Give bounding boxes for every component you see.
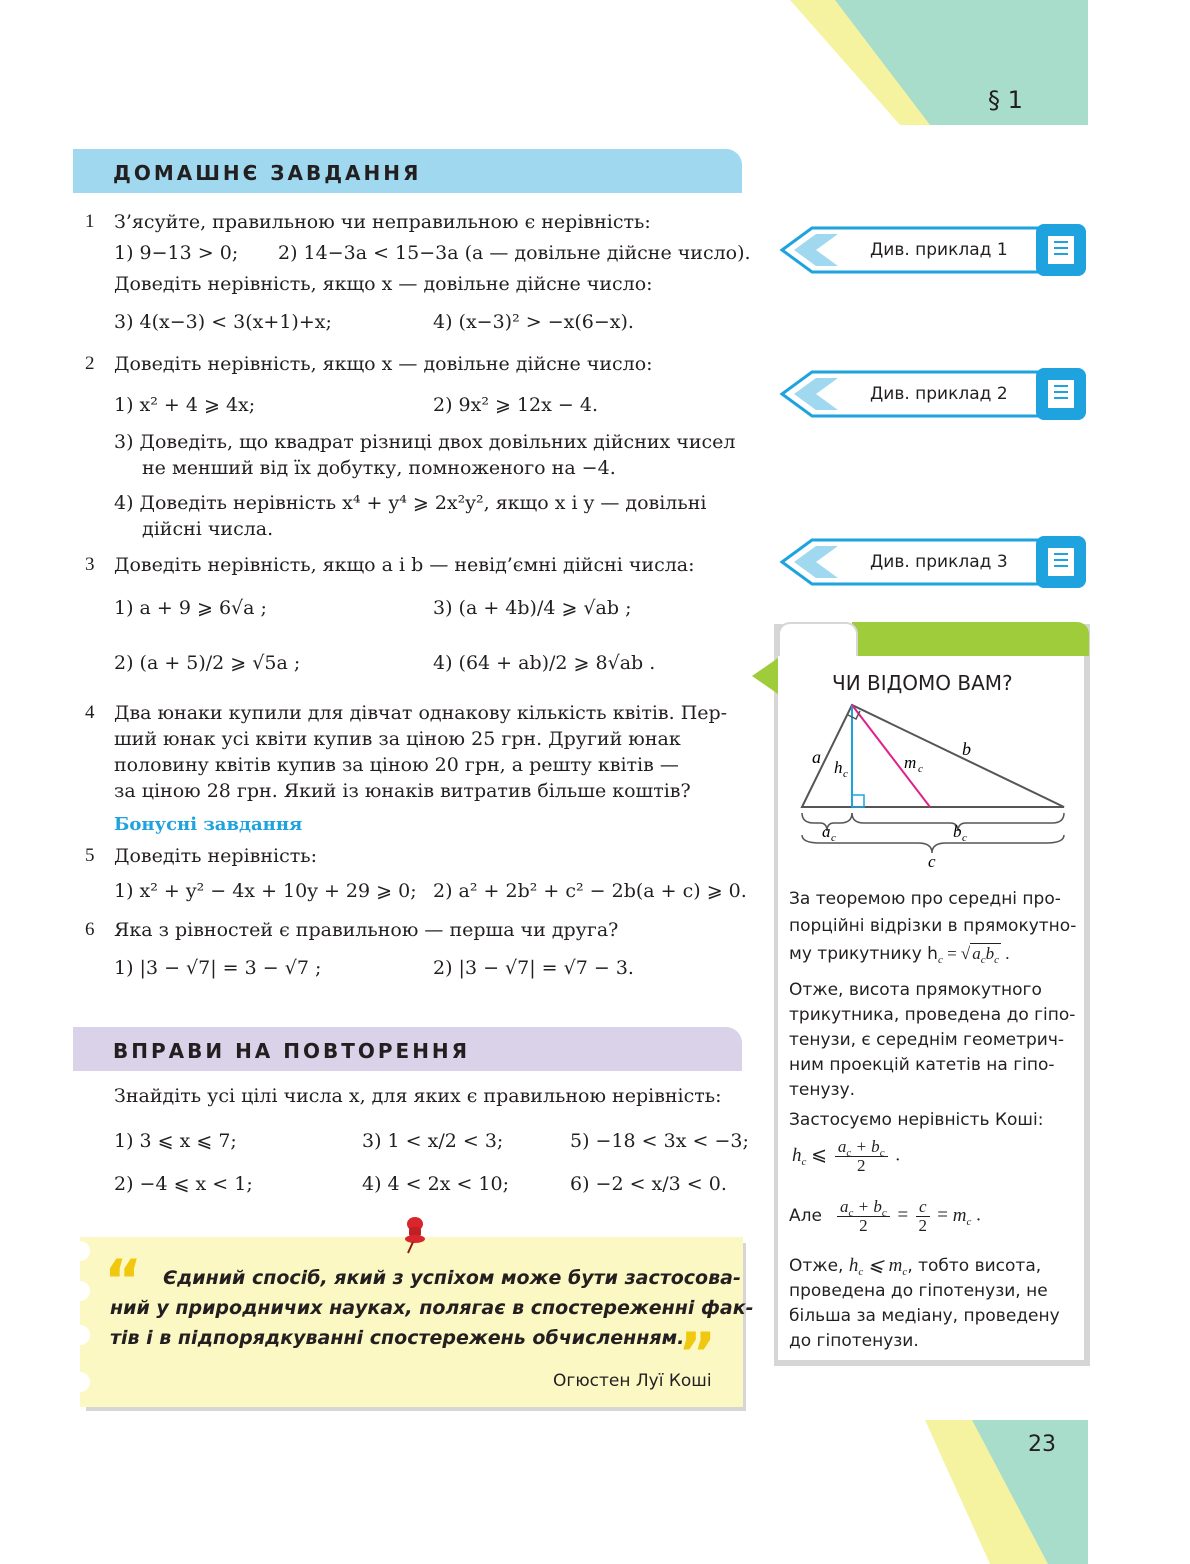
task-1-text-2: Доведіть нерівність, якщо x — довільне дійсне число: [114, 273, 653, 295]
task-6-text: Яка з рівностей є правильною — перша чи друга? [114, 919, 619, 941]
review-title: ВПРАВИ НА ПОВТОРЕННЯ [113, 1039, 471, 1063]
task-3-item-1: 1) a + 9 ⩾ 6√a ; [114, 597, 267, 619]
label-h-sub: c [843, 768, 848, 780]
task-3-text: Доведіть нерівність, якщо a і b — невід’ємні дійсні числа: [114, 554, 695, 576]
label-b: b [962, 739, 971, 759]
task-1-item-4: 4) (x−3)² > −x(6−x). [433, 311, 634, 333]
sidebar-line: Отже, висота прямокутного [789, 980, 1042, 1000]
page-number: 23 [1028, 1432, 1056, 1457]
sidebar-line: тенузу. [789, 1080, 856, 1100]
task-number: 5 [85, 845, 95, 866]
task-1-item-3: 3) 4(x−3) < 3(x+1)+x; [114, 311, 332, 333]
label-a: a [812, 747, 821, 767]
task-2-item-4b: дійсні числа. [142, 518, 274, 540]
example-1-link[interactable] [778, 224, 1088, 276]
label-ac: a [822, 822, 831, 841]
task-3-item-2: 2) (a + 5)/2 ⩾ √5a ; [114, 652, 301, 674]
task-2-item-3b: не менший від їх добутку, помноженого на −4. [142, 457, 616, 479]
pin-icon [398, 1215, 430, 1255]
label-m: m [904, 753, 917, 772]
review-item-6: 6) −2 < x/3 < 0. [570, 1173, 727, 1195]
task-number: 6 [85, 919, 95, 940]
sidebar-but: Але [789, 1206, 822, 1226]
task-2-item-1: 1) x² + 4 ⩾ 4x; [114, 394, 256, 416]
task-5-text: Доведіть нерівність: [114, 845, 317, 867]
quote-holes [64, 1237, 104, 1407]
formula: = √ $a_cb_c$ . [942, 944, 1010, 966]
task-6-item-1: 1) |3 − √7| = 3 − √7 ; [114, 957, 322, 979]
open-quote-icon: “ [104, 1247, 143, 1315]
sidebar-line: до гіпотенузи. [789, 1331, 919, 1351]
sidebar-line: Отже, [789, 1256, 844, 1276]
triangle-diagram [790, 695, 1080, 875]
sidebar-line: тенузи, є середнім геометрич- [789, 1030, 1065, 1050]
task-6-item-2: 2) |3 − √7| = √7 − 3. [433, 957, 634, 979]
sidebar-line: порційні відрізки в прямокутно- [789, 916, 1077, 936]
quote-line-3: тів і в підпорядкуванні спостережень обчисленням. [110, 1327, 685, 1349]
review-item-4: 4) 4 < 2x < 10; [362, 1173, 510, 1195]
task-5-item-2: 2) a² + 2b² + c² − 2b(a + c) ⩾ 0. [433, 880, 747, 902]
sidebar-line: За теоремою про середні про- [789, 889, 1061, 909]
sidebar-title: ЧИ ВІДОМО ВАМ? [832, 671, 1013, 695]
sidebar-paragraph-3: Застосуємо нерівність Коші: [789, 1110, 1044, 1130]
formula-cauchy: $h_c$ ⩽ $\frac{a_c + b_c}{2}$ . [792, 1137, 901, 1175]
task-4-line-3: половину квітів купив за ціною 20 грн, а решту квітів — [114, 754, 679, 776]
sidebar-line: проведена до гіпотенузи, не [789, 1281, 1048, 1301]
sidebar-tab [852, 622, 1089, 656]
homework-title: ДОМАШНЄ ЗАВДАННЯ [113, 161, 422, 185]
task-3-item-4: 4) (64 + ab)/2 ⩾ 8√ab . [433, 652, 656, 674]
review-item-1: 1) 3 ⩽ x ⩽ 7; [114, 1130, 237, 1152]
task-2-item-3a: 3) Доведіть, що квадрат різниці двох довільних дійсних чисел [114, 431, 736, 453]
quote-line-2: ний у природничих науках, полягає в спостереженні фак- [110, 1297, 754, 1319]
review-item-3: 3) 1 < x/2 < 3; [362, 1130, 504, 1152]
formula: $h_c$ ⩽ $m_c$ [848, 1255, 908, 1278]
review-item-5: 5) −18 < 3x < −3; [570, 1130, 749, 1152]
review-item-2: 2) −4 ⩽ x < 1; [114, 1173, 253, 1195]
section-mark: § 1 [988, 86, 1023, 114]
task-4-line-1: Два юнаки купили для дівчат однакову кількість квітів. Пер- [114, 702, 728, 724]
label-bc-sub: c [962, 832, 967, 844]
task-4-line-2: ший юнак усі квіти купив за ціною 25 грн. Другий юнак [114, 728, 681, 750]
example-2-link[interactable] [778, 368, 1088, 420]
close-quote-icon: ” [678, 1320, 717, 1388]
quote-line-1: Єдиний спосіб, який з успіхом може бути застосова- [163, 1267, 741, 1289]
task-number: 3 [85, 554, 95, 575]
label-m-sub: c [918, 763, 923, 775]
task-2-text: Доведіть нерівність, якщо x — довільне дійсне число: [114, 353, 653, 375]
ref-label: Див. приклад 2 [870, 384, 1008, 404]
sidebar-paragraph-1 [789, 886, 1076, 974]
task-number: 2 [85, 353, 95, 374]
task-5-item-1: 1) x² + y² − 4x + 10y + 29 ⩾ 0; [114, 880, 417, 902]
formula-median: $\frac{a_c + b_c}{2}$ = $\frac{c}{2}$ = $m_c$ . [834, 1198, 981, 1235]
example-3-link[interactable] [778, 536, 1088, 588]
task-2-item-2: 2) 9x² ⩾ 12x − 4. [433, 394, 598, 416]
quote-author: Огюстен Луї Коші [553, 1371, 712, 1391]
review-banner [73, 1027, 742, 1071]
ref-label: Див. приклад 1 [870, 240, 1008, 260]
label-h: h [834, 758, 843, 777]
ref-label: Див. приклад 3 [870, 552, 1008, 572]
sidebar-line: ним проекцій катетів на гіпо- [789, 1055, 1055, 1075]
task-1-text: З’ясуйте, правильною чи неправильною є нерівність: [114, 211, 651, 233]
formula-sub: c [937, 954, 943, 966]
sidebar-line: більша за медіану, проведену [789, 1306, 1060, 1326]
label-bc: b [953, 822, 962, 841]
task-3-item-3: 3) (a + 4b)/4 ⩾ √ab ; [433, 597, 632, 619]
sidebar-paragraph-2 [789, 978, 1075, 1103]
task-number: 4 [85, 702, 95, 723]
label-ac-sub: c [831, 832, 836, 844]
task-2-item-4a: 4) Доведіть нерівність x⁴ + y⁴ ⩾ 2x²y², якщо x і y — довільні [114, 492, 707, 514]
bonus-heading: Бонусні завдання [114, 814, 303, 835]
task-4-line-4: за ціною 28 грн. Який із юнаків витратив більше коштів? [114, 780, 691, 802]
task-1-item-2: 2) 14−3a < 15−3a (a — довільне дійсне число). [278, 242, 751, 264]
sidebar-line: трикутника, проведена до гіпо- [789, 1005, 1076, 1025]
label-c: c [928, 852, 936, 871]
task-1-item-1: 1) 9−13 > 0; [114, 242, 239, 264]
sidebar-line: , тобто висота, [907, 1256, 1042, 1276]
review-text: Знайдіть усі цілі числа x, для яких є правильною нерівність: [114, 1085, 722, 1107]
sidebar-paragraph-5 [789, 1253, 1060, 1354]
task-number: 1 [85, 211, 95, 232]
sidebar-pointer [752, 656, 780, 696]
sidebar-line: му трикутнику h [789, 944, 938, 964]
homework-banner [73, 149, 742, 193]
